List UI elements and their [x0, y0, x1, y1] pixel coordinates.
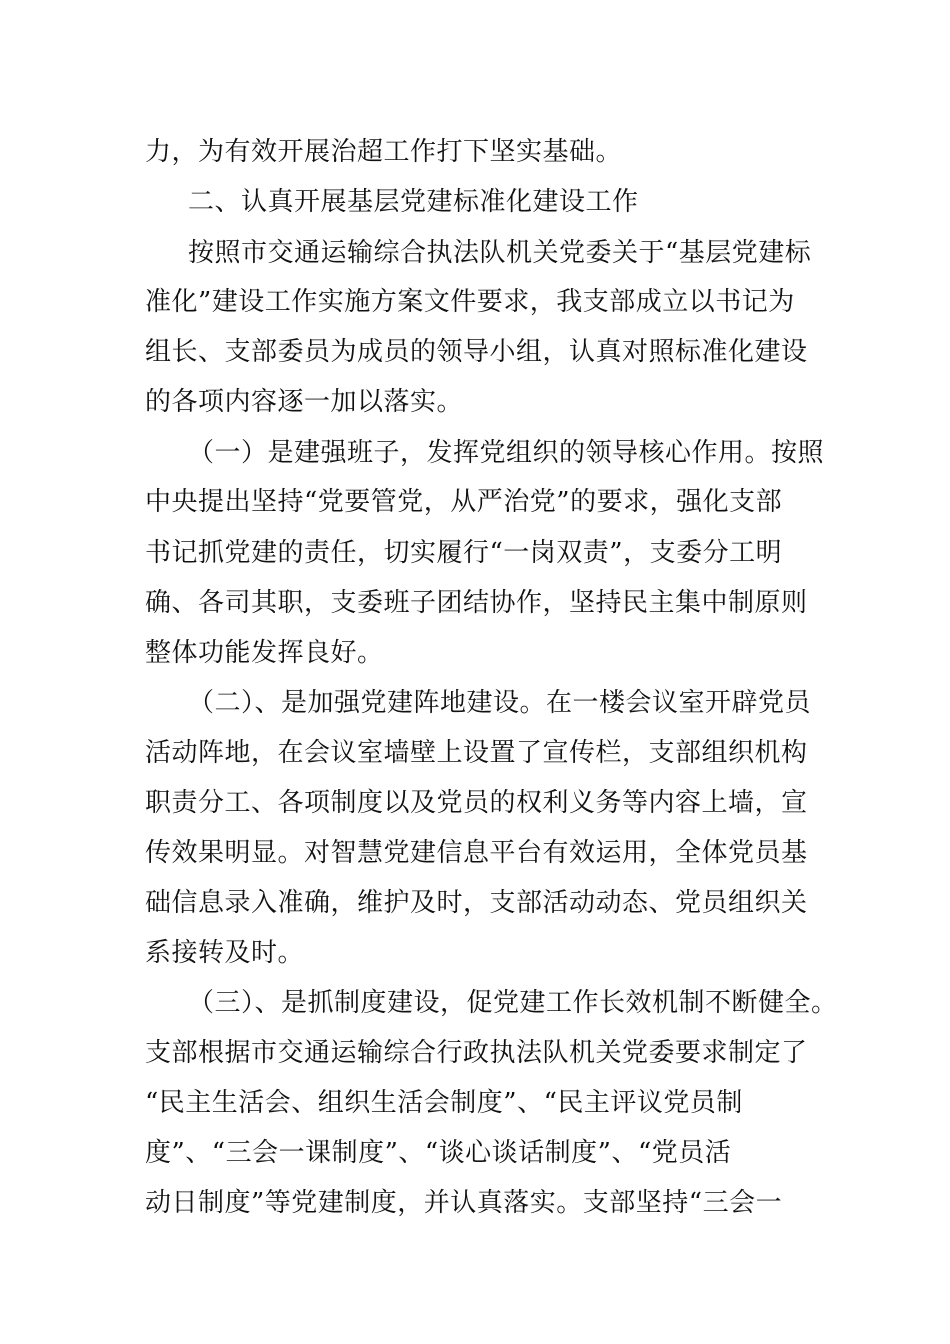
text-line: 动日制度”等党建制度，并认真落实。支部坚持“三会一: [145, 1188, 783, 1218]
text-line: 力，为有效开展治超工作打下坚实基础。: [145, 137, 623, 167]
text-line: 确、各司其职，支委班子团结协作，坚持民主集中制原则: [145, 588, 808, 618]
text-line: 整体功能发挥良好。: [145, 638, 384, 668]
text-line: 书记抓党建的责任，切实履行“一岗双责”，支委分工明: [145, 538, 783, 568]
text-line: （三）、是抓制度建设，促党建工作长效机制不断健全。: [188, 988, 838, 1018]
text-line: （二）、是加强党建阵地建设。在一楼会议室开辟党员: [188, 688, 812, 718]
text-line: 活动阵地，在会议室墙壁上设置了宣传栏，支部组织机构: [145, 738, 808, 768]
text-line: （一）是建强班子，发挥党组织的领导核心作用。按照: [188, 438, 825, 468]
text-line: 准化”建设工作实施方案文件要求，我支部成立以书记为: [145, 287, 795, 317]
text-line: 职责分工、各项制度以及党员的权利义务等内容上墙，宣: [145, 788, 808, 818]
text-line: 础信息录入准确，维护及时，支部活动动态、党员组织关: [145, 888, 808, 918]
text-line: 系接转及时。: [145, 938, 305, 968]
text-line: 支部根据市交通运输综合行政执法队机关党委要求制定了: [145, 1038, 808, 1068]
text-line: 组长、支部委员为成员的领导小组，认真对照标准化建设: [145, 337, 808, 367]
section-heading: 二、认真开展基层党建标准化建设工作: [188, 187, 639, 217]
text-line: 传效果明显。对智慧党建信息平台有效运用，全体党员基: [145, 838, 808, 868]
text-line: 中央提出坚持“党要管党，从严治党”的要求，强化支部: [145, 487, 783, 517]
text-line: 的各项内容逐一加以落实。: [145, 387, 464, 417]
text-line: “民主生活会、组织生活会制度”、“民主评议党员制: [145, 1088, 743, 1118]
text-line: 度”、“三会一课制度”、“谈心谈话制度”、“党员活: [145, 1138, 732, 1168]
text-line: 按照市交通运输综合执法队机关党委关于“基层党建标: [188, 238, 812, 268]
